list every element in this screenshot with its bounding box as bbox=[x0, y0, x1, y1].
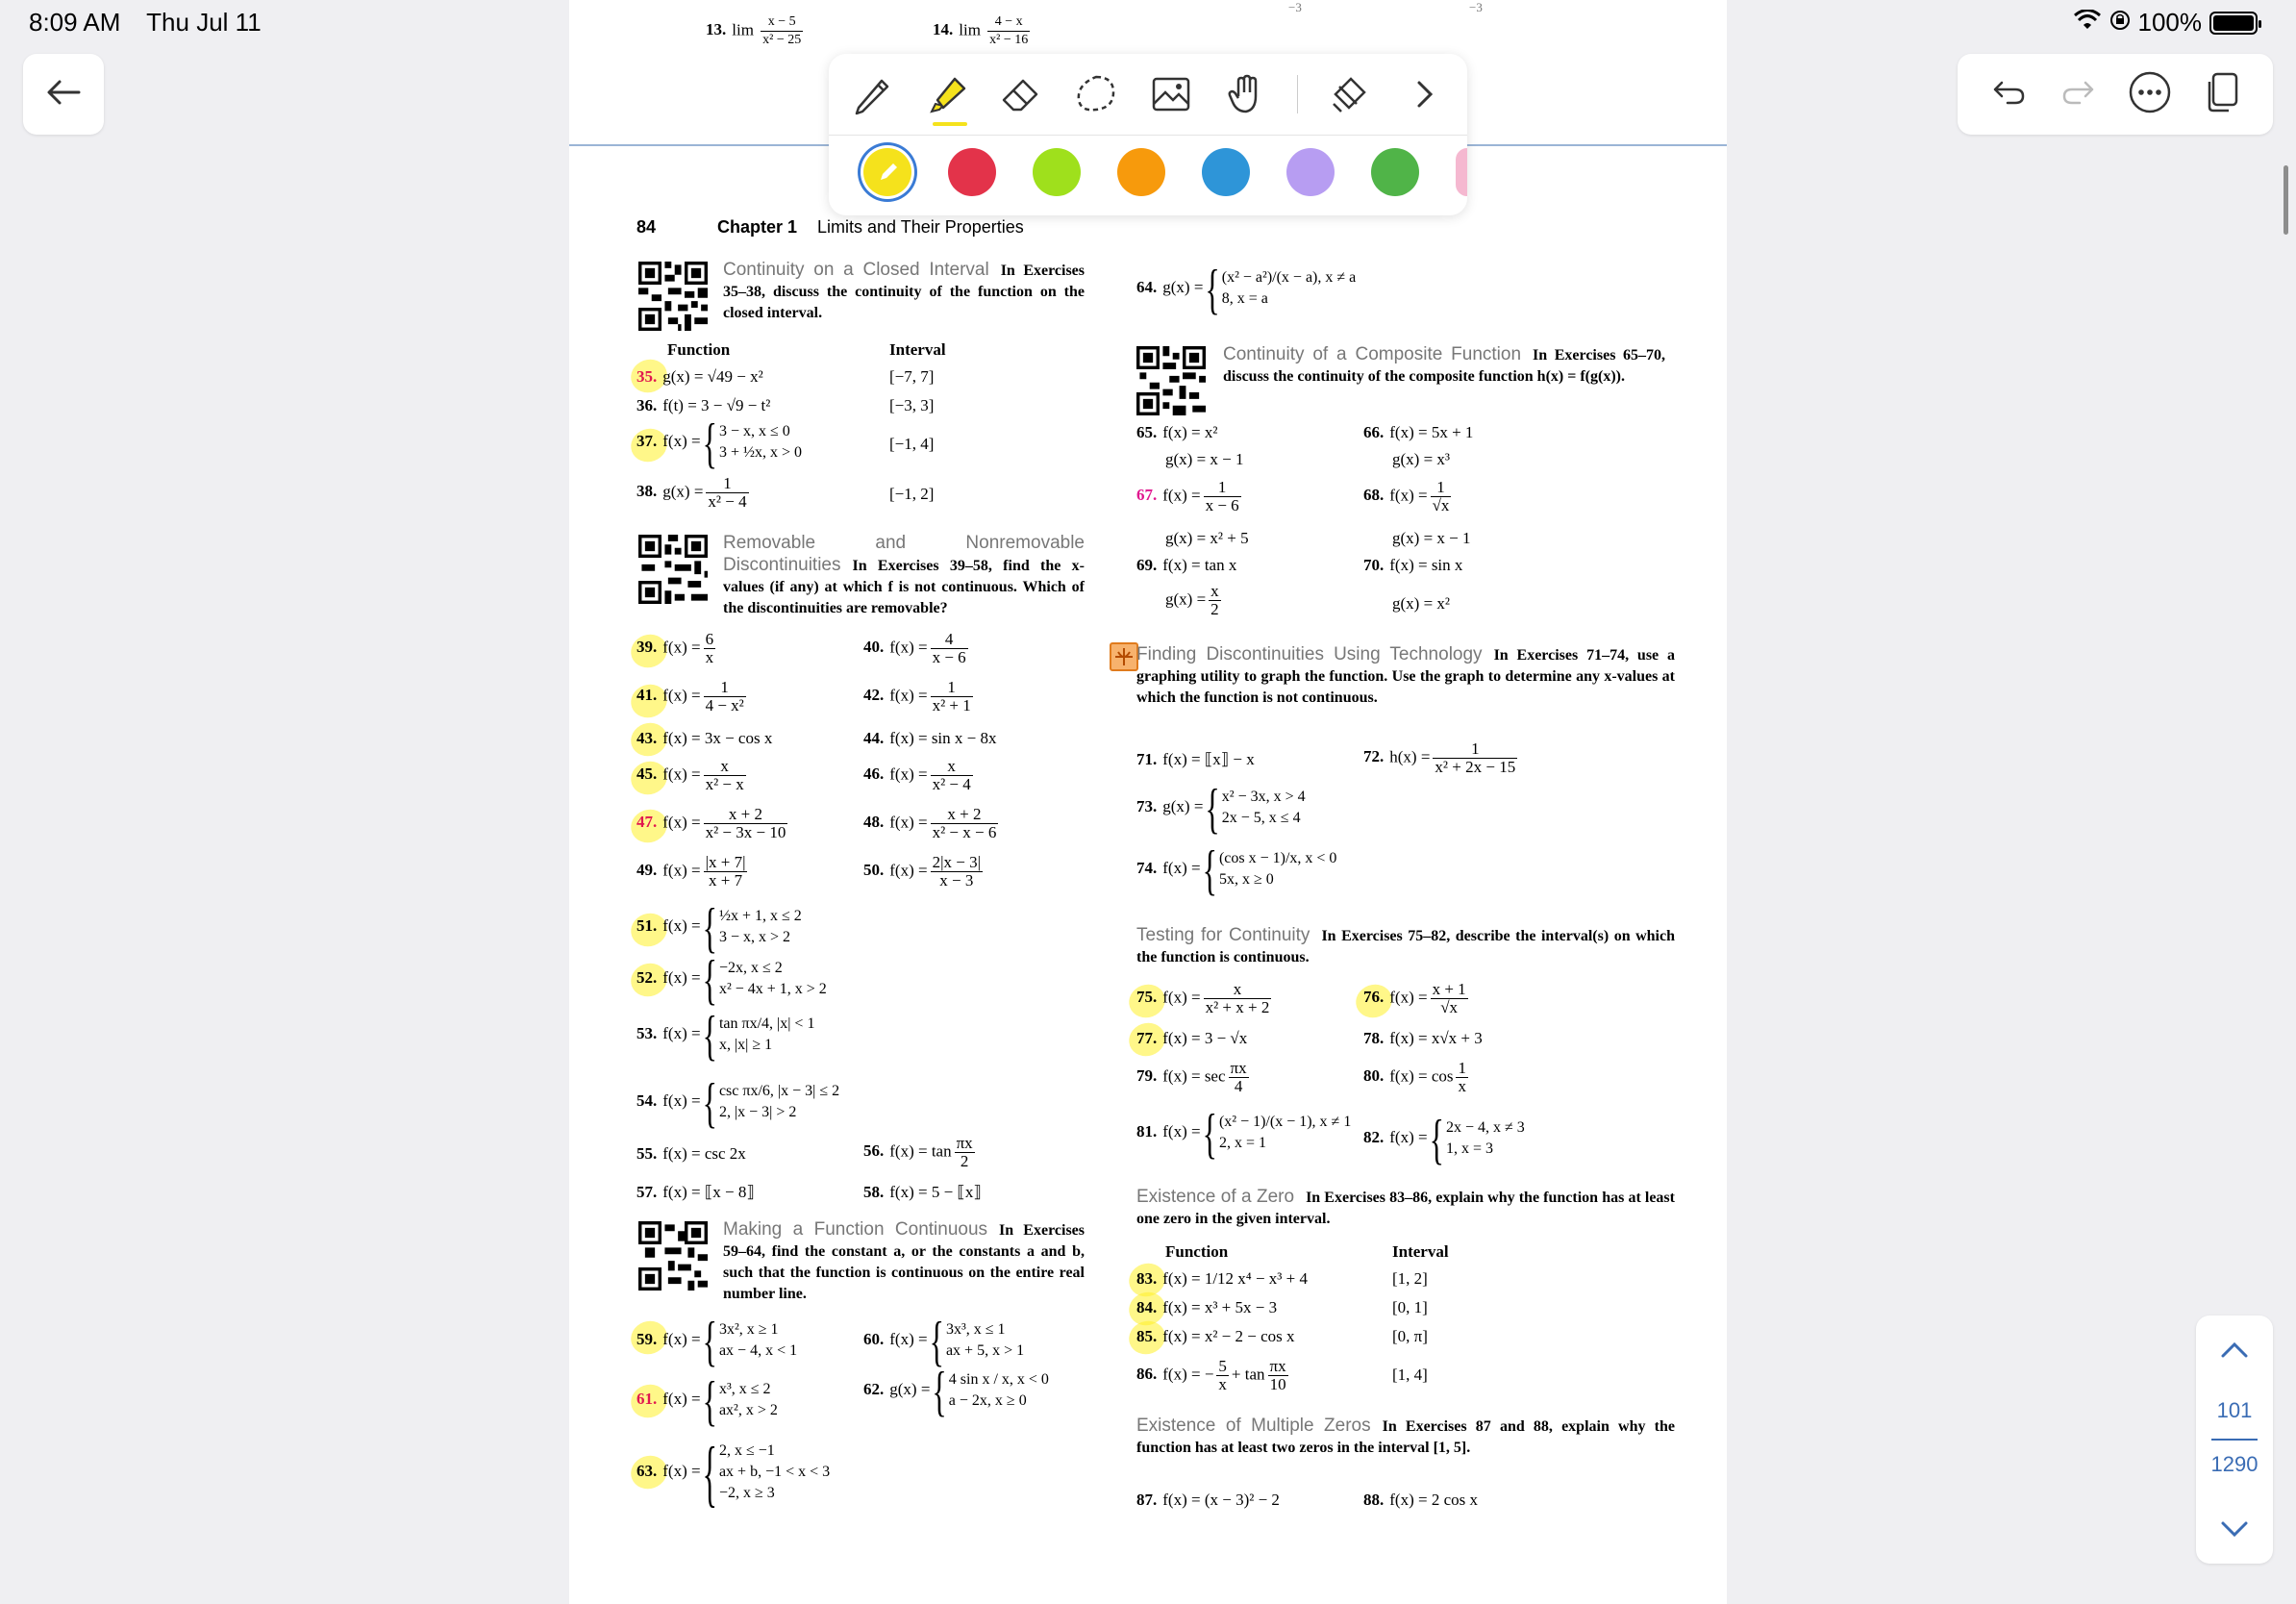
chevron-up-icon[interactable] bbox=[2215, 1335, 2254, 1368]
exercise-56: 56. f(x) = tan $\frac{\pi x}{2}$ bbox=[863, 1134, 973, 1170]
section-composite: Continuity of a Composite Function In Exercises 65–70, discuss the continuity of the composite function h(x) = f(g(x)). bbox=[1223, 344, 1665, 385]
highlighter-icon[interactable] bbox=[923, 68, 971, 120]
exercise-65-g: g(x) = x − 1 bbox=[1165, 450, 1244, 468]
column-header: Function bbox=[667, 340, 731, 359]
interval-86: [1, 4] bbox=[1392, 1366, 1428, 1384]
exercise-37: 37. f(x) ={ 3 − x, x ≤ 0 3 + ½x, x > 0 bbox=[636, 411, 802, 474]
section-multiple-zeros: Existence of Multiple Zeros In Exercises 87 and 88, explain why the function has at least two zeros in the interval [1, 5]. bbox=[1136, 1416, 1675, 1456]
exercise-79: 79. f(x) = sec $\frac{\pi x}{4}$ bbox=[1136, 1059, 1247, 1095]
section-existence-zero: Existence of a Zero In Exercises 83–86, explain why the function has at least one zero in the given interval. bbox=[1136, 1187, 1675, 1227]
status-date: Thu Jul 11 bbox=[146, 8, 262, 37]
exercise-35: 35. g(x) = √49 − x² bbox=[636, 367, 763, 386]
exercise-66: 66. f(x) = 5x + 1 bbox=[1363, 423, 1474, 441]
total-pages: 1290 bbox=[2210, 1452, 2259, 1476]
document-actions bbox=[1958, 54, 2273, 135]
exercise-87: 87. f(x) = (x − 3)² − 2 bbox=[1136, 1491, 1280, 1509]
lasso-icon[interactable] bbox=[1072, 68, 1120, 120]
more-icon[interactable] bbox=[2128, 70, 2172, 119]
exercise-47: 47. f(x) = $\frac{x + 2}{\text{x² − 3x − 10}}$ bbox=[636, 805, 786, 841]
battery-percent: 100% bbox=[2137, 8, 2202, 37]
battery-icon bbox=[2209, 12, 2258, 35]
exercise-72: 72. h(x) = $\frac{1}{\text{x² + 2x − 15}}$ bbox=[1363, 739, 1516, 776]
section-function-continuous: Making a Function Continuous In Exercises 59–64, find the constant a, or the constants a and b, such that the function is continuous on the entire real number line. bbox=[723, 1219, 1085, 1302]
page-divider bbox=[2211, 1439, 2258, 1441]
column-header: Function bbox=[1165, 1242, 1229, 1261]
document-page[interactable] bbox=[569, 0, 1727, 1604]
qr-code bbox=[638, 535, 708, 604]
color-swatch-lavender[interactable] bbox=[1286, 148, 1335, 196]
exercise-78: 78. f(x) = x√x + 3 bbox=[1363, 1029, 1483, 1047]
exercise-86: 86. f(x) = − $\frac{5}{x}$ + tan $\frac{\pi x}{10}$ bbox=[1136, 1357, 1286, 1393]
axis-label: −3 bbox=[1469, 0, 1483, 14]
section-discontinuities: Removable and Nonremovable Discontinuities In Exercises 39–58, find the x-values (if any) at which f is not continuous. Which of the discontinuities are removable? bbox=[723, 533, 1085, 616]
exercise-64: 64. g(x) ={ (x² − a²)/(x − a), x ≠ a 8, x = a bbox=[1136, 257, 1357, 320]
tool-row bbox=[829, 54, 1467, 135]
exercise-63: 63. f(x) ={ 2, x ≤ −1 ax + b, −1 < x < 3 −2, x ≥ 3 bbox=[636, 1430, 831, 1515]
exercise-58: 58. f(x) = 5 − ⟦x⟧ bbox=[863, 1183, 982, 1201]
pen-icon[interactable] bbox=[848, 68, 896, 120]
color-swatch-lime[interactable] bbox=[1033, 148, 1081, 196]
color-palette bbox=[863, 148, 1467, 196]
toolbar-separator bbox=[829, 135, 1467, 136]
exercise-85: 85. f(x) = x² − 2 − cos x bbox=[1136, 1327, 1295, 1345]
interval-38: [−1, 2] bbox=[889, 485, 935, 503]
scrollbar[interactable] bbox=[2284, 165, 2288, 235]
exercise-81: 81. f(x) ={ (x² − 1)/(x − 1), x ≠ 1 2, x = 1 bbox=[1136, 1101, 1352, 1165]
color-swatch-orange[interactable] bbox=[1117, 148, 1165, 196]
status-time: 8:09 AM bbox=[29, 8, 121, 37]
exercise-57: 57. f(x) = ⟦x − 8⟧ bbox=[636, 1183, 755, 1201]
page-number: 84 bbox=[636, 217, 657, 237]
pages-icon[interactable] bbox=[2202, 70, 2240, 119]
interval-35: [−7, 7] bbox=[889, 367, 935, 386]
shapes-icon[interactable] bbox=[1325, 68, 1373, 120]
exercise-50: 50. f(x) = $\frac{2|x - 3|}{x - 3}$ bbox=[863, 853, 981, 890]
exercise-55: 55. f(x) = csc 2x bbox=[636, 1144, 746, 1163]
exercise-83: 83. f(x) = 1/12 x⁴ − x³ + 4 bbox=[1136, 1269, 1308, 1288]
exercise-70-g: g(x) = x² bbox=[1392, 594, 1451, 613]
exercise-65: 65. f(x) = x² bbox=[1136, 423, 1218, 441]
exercise-13: 13. lim $\frac{x - 5}{\text{x² − 25}}$ bbox=[706, 14, 802, 47]
wifi-icon bbox=[2073, 8, 2102, 38]
exercise-61: 61. f(x) ={ x³, x ≤ 2 ax², x > 2 bbox=[636, 1368, 778, 1432]
exercise-82: 82. f(x) ={ 2x − 4, x ≠ 3 1, x = 3 bbox=[1363, 1107, 1525, 1170]
color-swatch-red[interactable] bbox=[948, 148, 996, 196]
exercise-14: 14. lim $\frac{4 - x}{\text{x² − 16}}$ bbox=[933, 14, 1029, 47]
exercise-46: 46. f(x) = $\frac{x}{\text{x² − 4}}$ bbox=[863, 757, 971, 793]
image-icon[interactable] bbox=[1147, 68, 1195, 120]
exercise-75: 75. f(x) = $\frac{x}{\text{x² + x + 2}}$ bbox=[1136, 980, 1270, 1016]
current-page: 101 bbox=[2216, 1398, 2253, 1422]
exercise-69: 69. f(x) = tan x bbox=[1136, 556, 1237, 574]
technology-icon bbox=[1110, 642, 1138, 671]
toolbar-divider bbox=[1297, 75, 1299, 113]
page-navigator bbox=[2196, 1316, 2273, 1564]
exercise-74: 74. f(x) ={ (cos x − 1)/x, x < 0 5x, x ≥ 0 bbox=[1136, 838, 1337, 901]
eraser-icon[interactable] bbox=[998, 68, 1046, 120]
status-left bbox=[29, 8, 281, 38]
exercise-88: 88. f(x) = 2 cos x bbox=[1363, 1491, 1478, 1509]
interval-84: [0, 1] bbox=[1392, 1298, 1428, 1316]
back-button[interactable] bbox=[23, 54, 104, 135]
exercise-67-g: g(x) = x² + 5 bbox=[1165, 529, 1249, 547]
chapter-title: Limits and Their Properties bbox=[817, 217, 1024, 237]
undo-icon[interactable] bbox=[1990, 77, 2029, 113]
qr-code bbox=[638, 262, 708, 331]
exercise-41: 41. f(x) = $\frac{1}{\text{4 − x²}}$ bbox=[636, 678, 744, 714]
back-arrow-icon bbox=[44, 78, 83, 112]
exercise-49: 49. f(x) = $\frac{|x + 7|}{x + 7}$ bbox=[636, 853, 746, 890]
chapter-label: Chapter 1 bbox=[717, 217, 798, 237]
exercise-62: 62. g(x) ={ 4 sin x / x, x < 0 a − 2x, x ≥ 0 bbox=[863, 1359, 1049, 1422]
chevron-right-icon[interactable] bbox=[1400, 68, 1448, 120]
exercise-38: 38. g(x) = $\frac{1}{\text{x² − 4}}$ bbox=[636, 474, 747, 511]
exercise-44: 44. f(x) = sin x − 8x bbox=[863, 729, 997, 747]
exercise-67: 67. f(x) = $\frac{1}{x - 6}$ bbox=[1136, 478, 1239, 514]
exercise-39: 39. f(x) = $\frac{6}{x}$ bbox=[636, 630, 714, 666]
exercise-80: 80. f(x) = cos $\frac{1}{x}$ bbox=[1363, 1059, 1466, 1095]
exercise-76: 76. f(x) = $\frac{x + 1}{√x}$ bbox=[1363, 980, 1466, 1016]
exercise-73: 73. g(x) ={ x² − 3x, x > 4 2x − 5, x ≤ 4 bbox=[1136, 776, 1306, 840]
exercise-71: 71. f(x) = ⟦x⟧ − x bbox=[1136, 750, 1255, 768]
exercise-48: 48. f(x) = $\frac{x + 2}{\text{x² − x − 6}}$ bbox=[863, 805, 997, 841]
orientation-lock-icon bbox=[2109, 8, 2131, 38]
exercise-84: 84. f(x) = x³ + 5x − 3 bbox=[1136, 1298, 1278, 1316]
section-technology: Finding Discontinuities Using Technology In Exercises 71–74, use a graphing utility to graph the function. Use the graph to determine any x-values at which the function is not continuous. bbox=[1136, 644, 1675, 706]
section-testing-continuity: Testing for Continuity In Exercises 75–82, describe the interval(s) on which the function is continuous. bbox=[1136, 925, 1676, 965]
column-header: Interval bbox=[1392, 1242, 1449, 1261]
exercise-43: 43. f(x) = 3x − cos x bbox=[636, 729, 773, 747]
exercise-42: 42. f(x) = $\frac{1}{\text{x² + 1}}$ bbox=[863, 678, 971, 714]
exercise-54: 54. f(x) ={ csc πx/6, |x − 3| ≤ 2 2, |x − 3| > 2 bbox=[636, 1070, 840, 1134]
hand-icon[interactable] bbox=[1222, 68, 1270, 120]
exercise-36: 36. f(t) = 3 − √9 − t² bbox=[636, 396, 771, 414]
drawing-toolbar bbox=[829, 54, 1467, 215]
exercise-51: 51. f(x) ={ ½x + 1, x ≤ 2 3 − x, x > 2 bbox=[636, 895, 802, 959]
exercise-60: 60. f(x) ={ 3x³, x ≤ 1 ax + 5, x > 1 bbox=[863, 1309, 1025, 1372]
exercise-53: 53. f(x) ={ tan πx/4, |x| < 1 x, |x| ≥ 1 bbox=[636, 1003, 815, 1066]
qr-code bbox=[638, 1221, 708, 1291]
chevron-down-icon[interactable] bbox=[2215, 1516, 2254, 1549]
exercise-66-g: g(x) = x³ bbox=[1392, 450, 1451, 468]
interval-37: [−1, 4] bbox=[889, 435, 935, 453]
exercise-59: 59. f(x) ={ 3x², x ≥ 1 ax − 4, x < 1 bbox=[636, 1309, 798, 1372]
redo-icon[interactable] bbox=[2059, 77, 2097, 113]
qr-code bbox=[1136, 346, 1206, 415]
status-right bbox=[2073, 8, 2259, 38]
exercise-77: 77. f(x) = 3 − √x bbox=[1136, 1029, 1248, 1047]
section-closed-interval: Continuity on a Closed Interval In Exercises 35–38, discuss the continuity of the function on the closed interval. bbox=[723, 260, 1085, 321]
exercise-70: 70. f(x) = sin x bbox=[1363, 556, 1463, 574]
exercise-69-g: g(x) = $\frac{x}{2}$ bbox=[1165, 582, 1219, 618]
exercise-45: 45. f(x) = $\frac{x}{\text{x² − x}}$ bbox=[636, 757, 744, 793]
interval-36: [−3, 3] bbox=[889, 396, 935, 414]
interval-85: [0, π] bbox=[1392, 1327, 1428, 1345]
exercise-40: 40. f(x) = $\frac{4}{x - 6}$ bbox=[863, 630, 966, 666]
color-swatch-yellow[interactable] bbox=[863, 148, 911, 196]
axis-label: −3 bbox=[1288, 0, 1302, 14]
color-swatch-pink[interactable] bbox=[1456, 148, 1467, 196]
exercise-68: 68. f(x) = $\frac{1}{√x}$ bbox=[1363, 478, 1450, 514]
interval-83: [1, 2] bbox=[1392, 1269, 1428, 1288]
exercise-52: 52. f(x) ={ −2x, x ≤ 2 x² − 4x + 1, x > 2 bbox=[636, 947, 827, 1011]
column-header: Interval bbox=[889, 340, 946, 359]
exercise-68-g: g(x) = x − 1 bbox=[1392, 529, 1471, 547]
color-swatch-blue[interactable] bbox=[1202, 148, 1250, 196]
color-swatch-green[interactable] bbox=[1371, 148, 1419, 196]
